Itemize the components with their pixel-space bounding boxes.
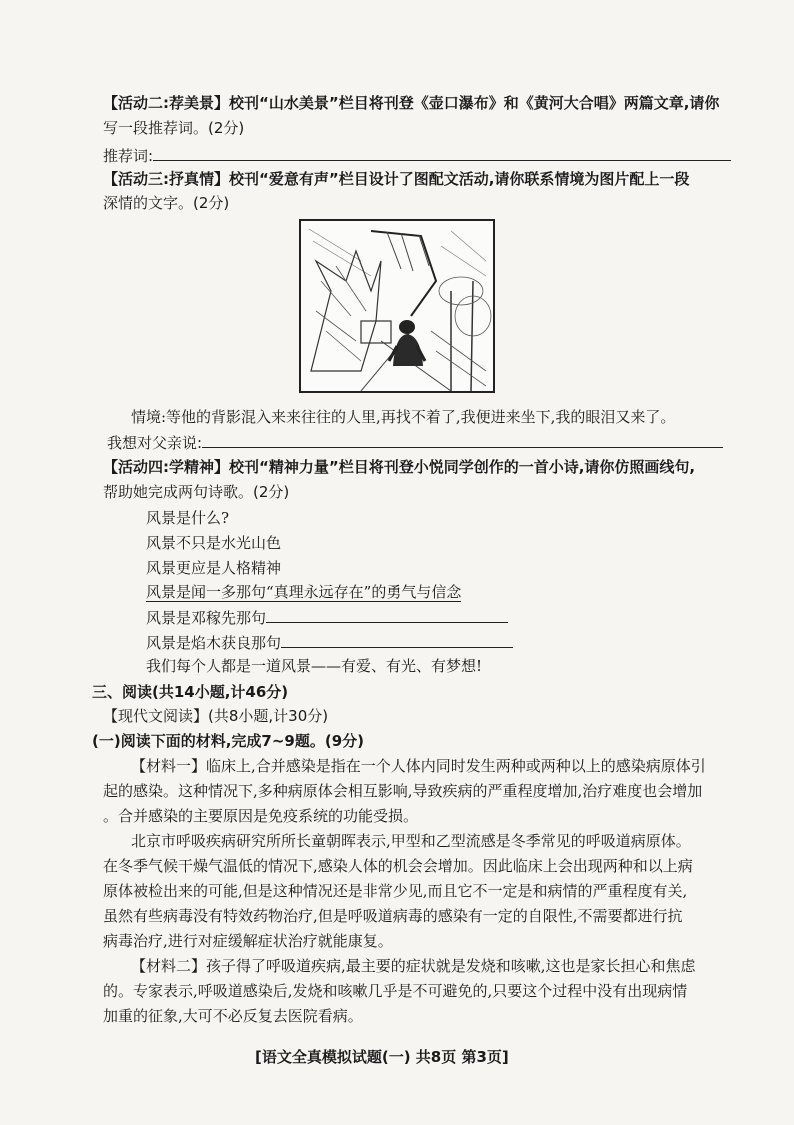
poem-row-6 (146, 632, 513, 653)
poem-line-4: 风景是闻一多那句“真理永远存在”的勇气与信念 (146, 583, 462, 601)
activity2-line2: 写一段推荐词。(2分) (103, 119, 245, 137)
poem-line-1: 风景是什么? (146, 509, 230, 527)
poem-line-2: 风景不只是水光山色 (146, 534, 282, 552)
recommend-label: 推荐词: (103, 147, 154, 165)
page-footer: [语文全真模拟试题(一) 共8页 第3页] (255, 1048, 509, 1066)
poem-model-line (146, 582, 461, 602)
recommend-row (103, 145, 731, 166)
poem-line-6: 风景是焰木获良那句 (146, 634, 282, 652)
recommend-answer-blank[interactable] (153, 145, 731, 161)
poem-line-7: 我们每个人都是一道风景——有爱、有光、有梦想! (146, 657, 483, 675)
paragraph2-line1: 北京市呼吸疾病研究所所长童朝晖表示,甲型和乙型流感是冬季常见的呼吸道病原体。 (131, 832, 691, 850)
activity3-context: 情境:等他的背影混入来来往往的人里,再找不着了,我便进来坐下,我的眼泪又来了。 (131, 408, 676, 426)
material2-line1: 【材料二】孩子得了呼吸道疾病,最主要的症状就是发烧和咳嗽,这也是家长担心和焦虑 (131, 957, 696, 975)
modern-reading-title: 【现代文阅读】(共8小题,计30分) (103, 707, 329, 725)
poem-line-3: 风景更应是人格精神 (146, 559, 282, 577)
poem-answer-blank-2[interactable] (281, 632, 513, 648)
say-row (107, 432, 723, 453)
poem-answer-blank-1[interactable] (266, 607, 508, 623)
material2-line2: 的。专家表示,呼吸道感染后,发烧和咳嗽几乎是不可避免的,只要这个过程中没有出现病情 (103, 982, 688, 1000)
paragraph2-line5: 病毒治疗,进行对症缓解症状治疗就能康复。 (103, 932, 393, 950)
paragraph2-line3: 原体被检出来的可能,但是这种情况还是非常少见,而且它不一定是和病情的严重程度有关, (103, 882, 688, 900)
say-answer-blank[interactable] (202, 432, 723, 448)
father-back-illustration (299, 219, 495, 393)
material1-line1: 【材料一】临床上,合并感染是指在一个人体内同时发生两种或两种以上的感染病原体引 (131, 757, 706, 775)
reading-section-title: 三、阅读(共14小题,计46分) (92, 683, 289, 701)
paragraph2-line2: 在冬季气候干燥气温低的情况下,感染人体的机会会增加。因此临床上会出现两种和以上病 (103, 857, 693, 875)
part1-instruction: (一)阅读下面的材料,完成7~9题。(9分) (92, 732, 365, 750)
activity3-line1: 【活动三:抒真情】校刊“爱意有声”栏目设计了图配文活动,请你联系情境为图片配上一段 (103, 170, 690, 188)
poem-row-5 (146, 607, 508, 628)
activity4-line1: 【活动四:学精神】校刊“精神力量”栏目将刊登小悦同学创作的一首小诗,请你仿照画线句, (103, 458, 696, 476)
activity4-line2: 帮助她完成两句诗歌。(2分) (103, 483, 290, 501)
material1-line3: 。合并感染的主要原因是免疫系统的功能受损。 (103, 807, 419, 825)
say-label: 我想对父亲说: (107, 434, 203, 452)
activity3-line2: 深情的文字。(2分) (103, 194, 230, 212)
activity2-line1: 【活动二:荐美景】校刊“山水美景”栏目将刊登《壶口瀑布》和《黄河大合唱》两篇文章,请你 (103, 94, 720, 112)
material2-line3: 加重的征象,大可不必反复去医院看病。 (103, 1007, 363, 1025)
poem-line-5: 风景是邓稼先那句 (146, 609, 267, 627)
material1-line2: 起的感染。这种情况下,多种病原体会相互影响,导致疾病的严重程度增加,治疗难度也会增加 (103, 782, 703, 800)
paragraph2-line4: 虽然有些病毒没有特效药物治疗,但是呼吸道病毒的感染有一定的自限性,不需要都进行抗 (103, 907, 683, 925)
